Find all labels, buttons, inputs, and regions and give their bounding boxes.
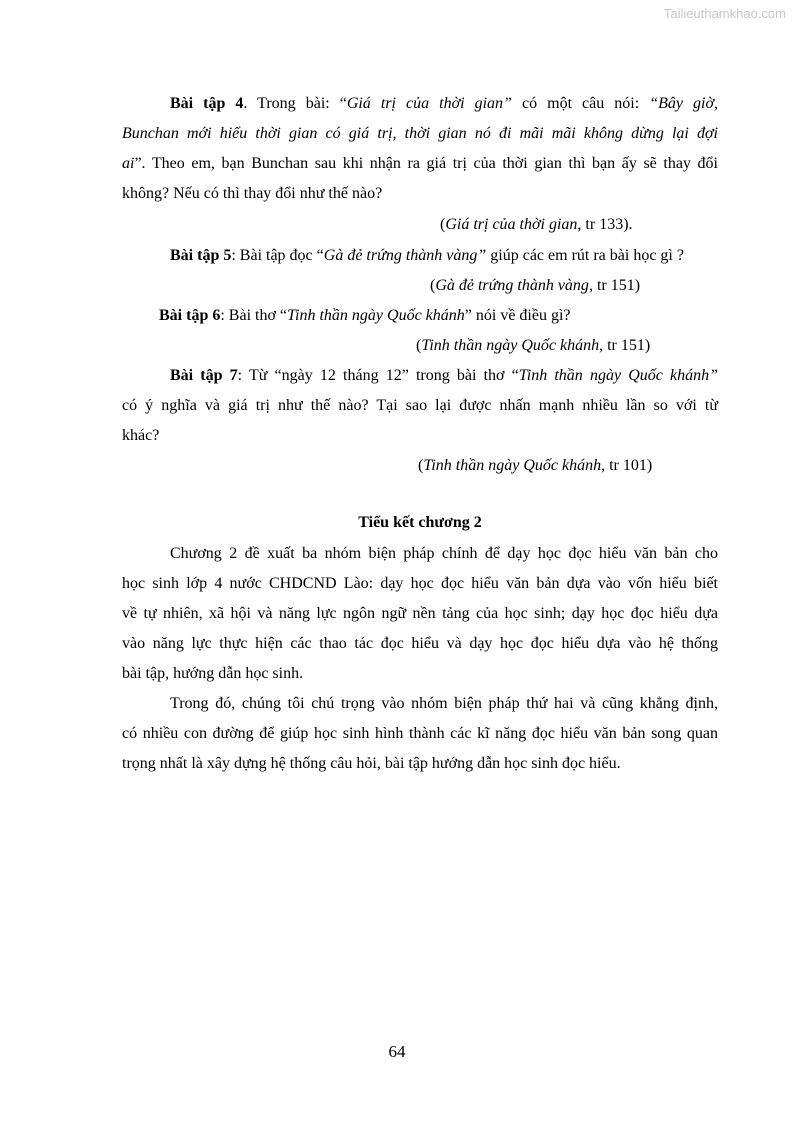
- exercise-7-label: Bài tập 7: [170, 367, 238, 384]
- source-page: , tr 151): [599, 337, 651, 354]
- lesson-title: Tinh thần ngày Quốc khánh”: [518, 367, 719, 384]
- exercise-4-source: (Giá trị của thời gian, tr 133).: [440, 216, 633, 233]
- exercise-7-line-2: có ý nghĩa và giá trị như thế nào? Tại sao lại được nhấn mạnh nhiều lần so với từ: [122, 397, 718, 414]
- text: . Trong bài: “: [243, 95, 347, 112]
- source-title: Tinh thần ngày Quốc khánh,: [423, 457, 606, 474]
- exercise-4-label: Bài tập 4: [170, 95, 244, 112]
- watermark: Tailieuthamkhao.com: [663, 6, 786, 21]
- source-title: Gà đẻ trứng thành vàng: [435, 277, 589, 294]
- source-title: Tinh thần ngày Quốc khánh: [421, 337, 600, 354]
- text: có một câu nói:: [511, 95, 650, 112]
- summary-p1-line-1: Chương 2 đề xuất ba nhóm biện pháp chính để dạy học đọc hiểu văn bản cho: [170, 545, 718, 562]
- exercise-6-label: Bài tập 6: [159, 307, 221, 324]
- text: ” nói về điều gì?: [464, 307, 571, 324]
- exercise-5-label: Bài tập 5: [170, 247, 232, 264]
- text: ”. Theo em, bạn Bunchan sau khi nhận ra giá trị của thời gian thì bạn ấy sẽ thay đổi: [134, 155, 718, 172]
- page-number: 64: [388, 1042, 406, 1061]
- text: : Bài tập đọc “: [231, 247, 324, 264]
- exercise-7-line-3: khác?: [122, 427, 160, 444]
- lesson-title: Giá trị của thời gian”: [346, 95, 512, 112]
- source-page: , tr 151): [588, 277, 641, 294]
- quote: ai: [122, 155, 135, 172]
- section-title: Tiểu kết chương 2: [358, 514, 482, 531]
- lesson-title: Tinh thần ngày Quốc khánh: [287, 307, 465, 324]
- text: : Bài thơ “: [220, 307, 288, 324]
- exercise-4-line-2: Bunchan mới hiểu thời gian có giá trị, thời gian nó đi mãi mãi không dừng lại đợi: [122, 125, 718, 142]
- summary-p1-line-4: vào năng lực thực hiện các thao tác đọc hiểu và dạy học đọc hiểu dựa vào hệ thống: [122, 635, 718, 652]
- source-page: , tr 133).: [577, 216, 633, 233]
- exercise-7-source: (Tinh thần ngày Quốc khánh, tr 101): [418, 457, 653, 474]
- exercise-4-line-1: [122, 94, 718, 114]
- summary-p1-line-2: học sinh lớp 4 nước CHDCND Lào: dạy học đọc hiểu văn bản dựa vào vốn hiểu biết: [122, 575, 718, 592]
- lesson-title: Gà đẻ trứng thành vàng”: [323, 247, 487, 264]
- exercise-6-line: [159, 306, 571, 326]
- summary-p1-line-5: bài tập, hướng dẫn học sinh.: [122, 665, 304, 682]
- summary-p2-line-1: Trong đó, chúng tôi chú trọng vào nhóm biện pháp thứ hai và cũng khẳng định,: [170, 695, 718, 712]
- exercise-4-line-3: [122, 154, 718, 174]
- text: : Từ “ngày 12 tháng 12” trong bài thơ “: [237, 367, 519, 384]
- exercise-5-source: (Gà đẻ trứng thành vàng, tr 151): [430, 277, 641, 294]
- exercise-4-line-4: không? Nếu có thì thay đổi như thế nào?: [122, 185, 383, 202]
- exercise-5-line: [170, 246, 684, 266]
- source-title: Giá trị của thời gian: [445, 216, 578, 233]
- source-page: tr 101): [605, 457, 653, 474]
- summary-p1-line-3: về tự nhiên, xã hội và năng lực ngôn ngữ nền tảng của học sinh; dạy học đọc hiểu dựa: [122, 605, 718, 622]
- exercise-6-source: (Tinh thần ngày Quốc khánh, tr 151): [416, 337, 651, 354]
- quote: “Bây giờ,: [649, 95, 719, 112]
- exercise-7-line-1: [122, 366, 718, 386]
- text: giúp các em rút ra bài học gì ?: [486, 247, 684, 264]
- summary-p2-line-2: có nhiều con đường để giúp học sinh hình thành các kĩ năng đọc hiểu văn bản song quan: [122, 725, 718, 742]
- summary-p2-line-3: trọng nhất là xây dựng hệ thống câu hỏi, bài tập hướng dẫn học sinh đọc hiểu.: [122, 755, 621, 772]
